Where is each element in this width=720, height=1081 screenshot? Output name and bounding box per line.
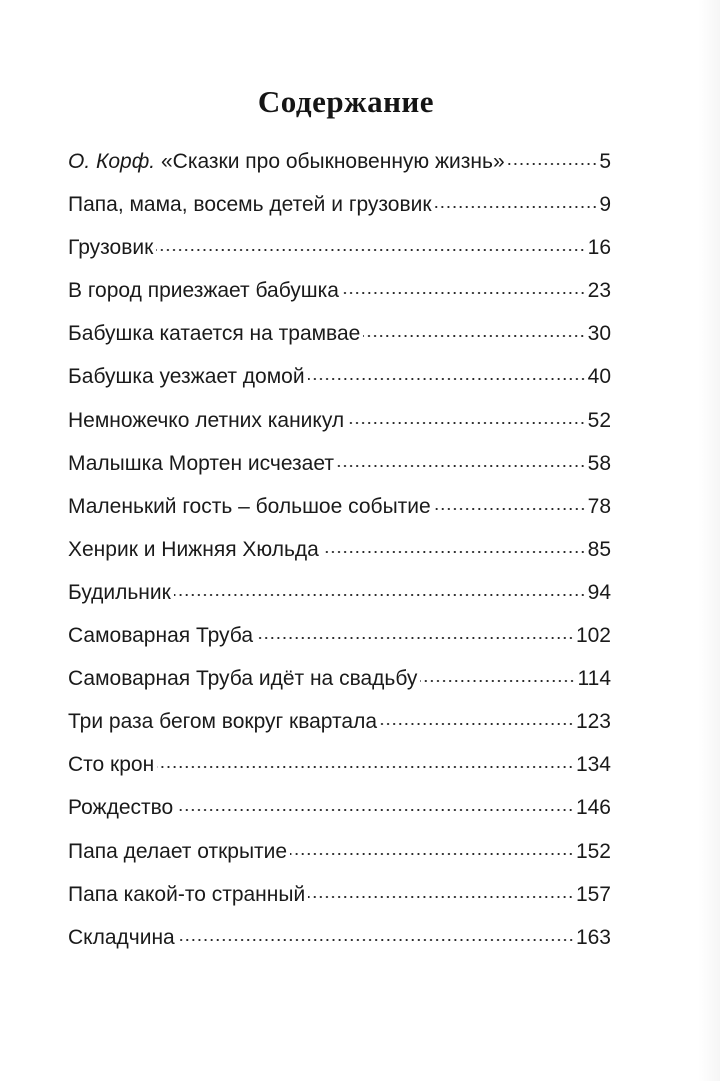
toc-entry-title-text: «Сказки про обыкновенную жизнь» [160,150,505,173]
toc-entry-page: 114 [577,667,611,691]
toc-entry-title: Рождество [68,796,174,820]
toc-entry [68,359,611,402]
toc-entry-title: Сто крон [68,753,155,777]
toc-entry [68,230,611,273]
dot-leader [322,536,586,556]
toc-entry-title: Немножечко летних каникул [68,408,345,432]
dot-leader [156,234,585,254]
toc-entry [68,920,611,963]
toc-entry [68,575,611,618]
table-of-contents [68,144,611,963]
toc-entry-page: 9 [599,193,611,217]
toc-entry-title [68,144,505,180]
toc-entry [68,877,611,920]
dot-leader [176,794,574,814]
dot-leader [308,363,586,383]
toc-entry-page: 146 [575,796,611,820]
toc-entry-author: О. Корф. [68,150,156,173]
toc-entry-page: 5 [599,150,611,173]
toc-entry [68,187,611,230]
toc-entry-title: Бабушка уезжает домой [68,365,305,389]
dot-leader [342,277,586,297]
toc-entry [68,446,611,489]
dot-leader [157,751,574,771]
toc-entry-intro [68,144,611,187]
toc-entry-page: 94 [587,580,611,604]
dot-leader [337,450,586,470]
toc-entry-title: Грузовик [68,236,154,260]
dot-leader [308,881,574,901]
dot-leader [435,191,598,211]
dot-leader [434,493,586,513]
toc-entry-page: 157 [575,882,611,906]
toc-entry-page: 134 [575,753,611,777]
dot-leader [508,148,598,168]
toc-entry [68,704,611,747]
toc-entry-title: В город приезжает бабушка [68,279,339,303]
dot-leader [256,622,574,642]
toc-entry-page: 152 [575,839,611,863]
toc-entry-title: Бабушка катается на трамвае [68,322,361,346]
page-title: Содержание [257,84,435,119]
dot-leader [347,407,586,427]
toc-entry-page: 78 [587,494,611,518]
toc-entry-title: Будильник [68,580,171,604]
toc-entry-page: 85 [587,537,611,561]
toc-entry-title: Маленький гость – большое событие [68,494,431,518]
toc-entry-title: Самоварная Труба идёт на свадьбу [68,667,418,691]
toc-entry [68,834,611,877]
toc-entry-title: Три раза бегом вокруг квартала [68,710,378,734]
toc-entry-page: 123 [575,710,611,734]
toc-entry-page: 102 [575,624,611,648]
dot-leader [380,708,574,728]
dot-leader [174,579,586,599]
toc-entry-title: Складчина [68,925,175,949]
toc-entry-page: 16 [587,236,611,260]
toc-entry-title: Малышка Мортен исчезает [68,451,334,475]
toc-entry-page: 52 [587,408,611,432]
dot-leader [290,838,574,858]
toc-entry-page: 23 [587,279,611,303]
dot-leader [363,320,585,340]
toc-entry-title: Папа делает открытие [68,839,288,863]
toc-entry-title: Папа, мама, восемь детей и грузовик [68,193,432,217]
toc-entry-page: 40 [587,365,611,389]
toc-entry [68,661,611,704]
dot-leader [178,924,574,944]
page-edge-shadow [698,0,720,1081]
dot-leader [420,665,575,685]
toc-entry-page: 163 [575,925,611,949]
toc-entry [68,618,611,661]
toc-entry [68,747,611,790]
toc-entry-page: 58 [587,451,611,475]
toc-entry [68,403,611,446]
toc-entry-title: Самоварная Труба [68,624,254,648]
toc-entry [68,316,611,359]
toc-entry-title: Хенрик и Нижняя Хюльда [68,537,319,561]
toc-entry-title: Папа какой-то странный [68,882,306,906]
toc-entry [68,790,611,833]
toc-entry [68,489,611,532]
toc-entry-page: 30 [587,322,611,346]
toc-entry [68,273,611,316]
toc-entry [68,532,611,575]
